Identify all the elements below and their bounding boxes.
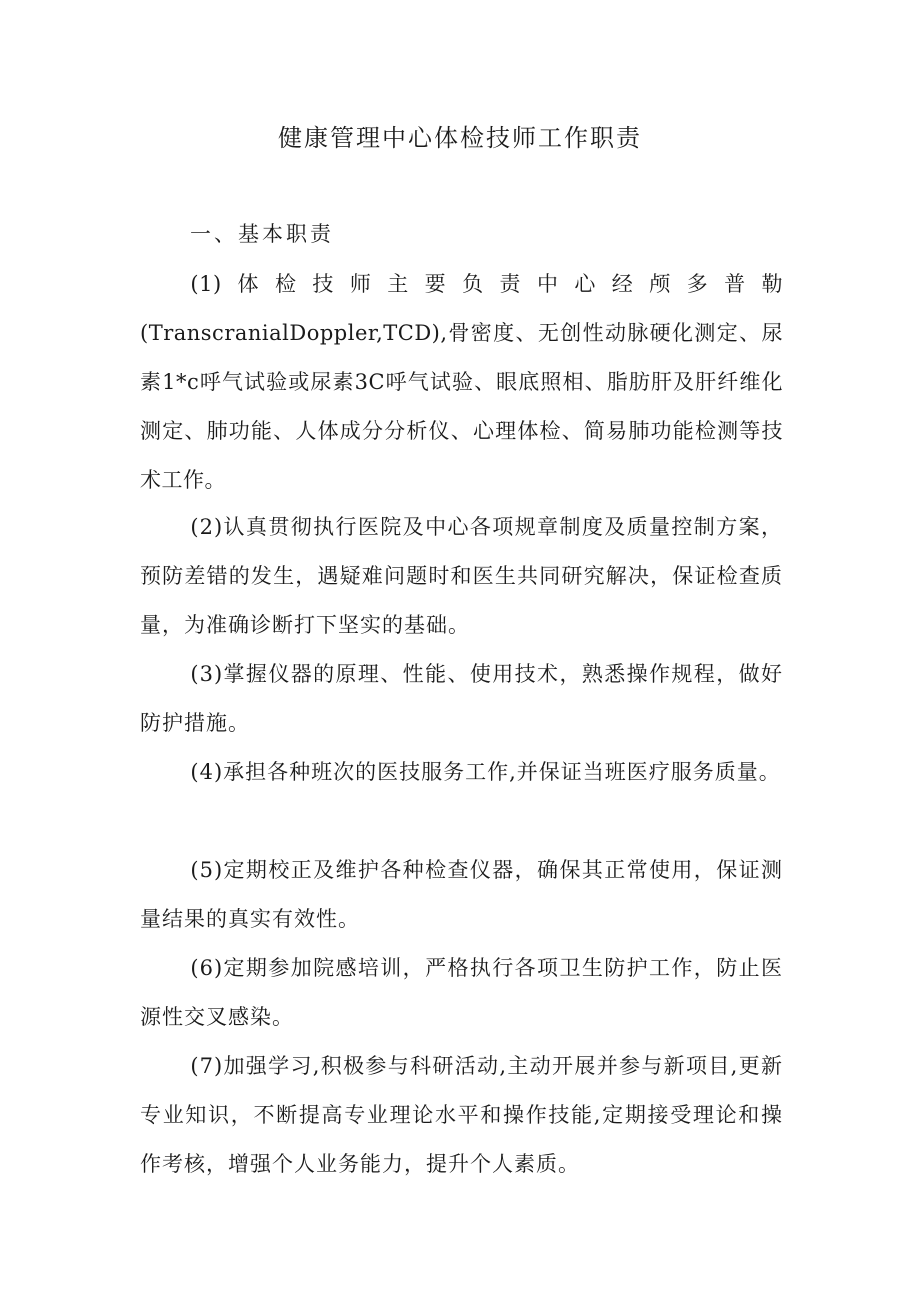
duty-paragraph-4: (4)承担各种班次的医技服务工作,并保证当班医疗服务质量。: [190, 760, 781, 784]
document-title: 健康管理中心体检技师工作职责: [278, 124, 642, 152]
section-heading: 一、基本职责: [190, 222, 334, 246]
duty-paragraph-7: (7)加强学习,积极参与科研活动,主动开展并参与新项目,更新专业知识，不断提高专业理论水平和操作技能,定期接受理论和操作考核，增强个人业务能力，提升个人素质。: [140, 1054, 783, 1176]
duty-paragraph-6: (6)定期参加院感培训，严格执行各项卫生防护工作，防止医源性交叉感染。: [140, 956, 783, 1029]
duty-paragraph-2: (2)认真贯彻执行医院及中心各项规章制度及质量控制方案，预防差错的发生，遇疑难问题时和医生共同研究解决，保证检查质量，为准确诊断打下坚实的基础。: [140, 515, 783, 637]
duty-paragraph-1: (1)体检技师主要负责中心经颅多普勒(TranscranialDoppler,TCD),骨密度、无创性动脉硬化测定、尿素1*c呼气试验或尿素3C呼气试验、眼底照相、脂肪肝及肝纤维化测定、肺功能、人体成分分析仪、心理体检、简易肺功能检测等技术工作。: [140, 272, 783, 492]
duty-paragraph-3: (3)掌握仪器的原理、性能、使用技术，熟悉操作规程，做好防护措施。: [140, 662, 783, 735]
duty-paragraph-5: (5)定期校正及维护各种检查仪器，确保其正常使用，保证测量结果的真实有效性。: [140, 858, 783, 931]
